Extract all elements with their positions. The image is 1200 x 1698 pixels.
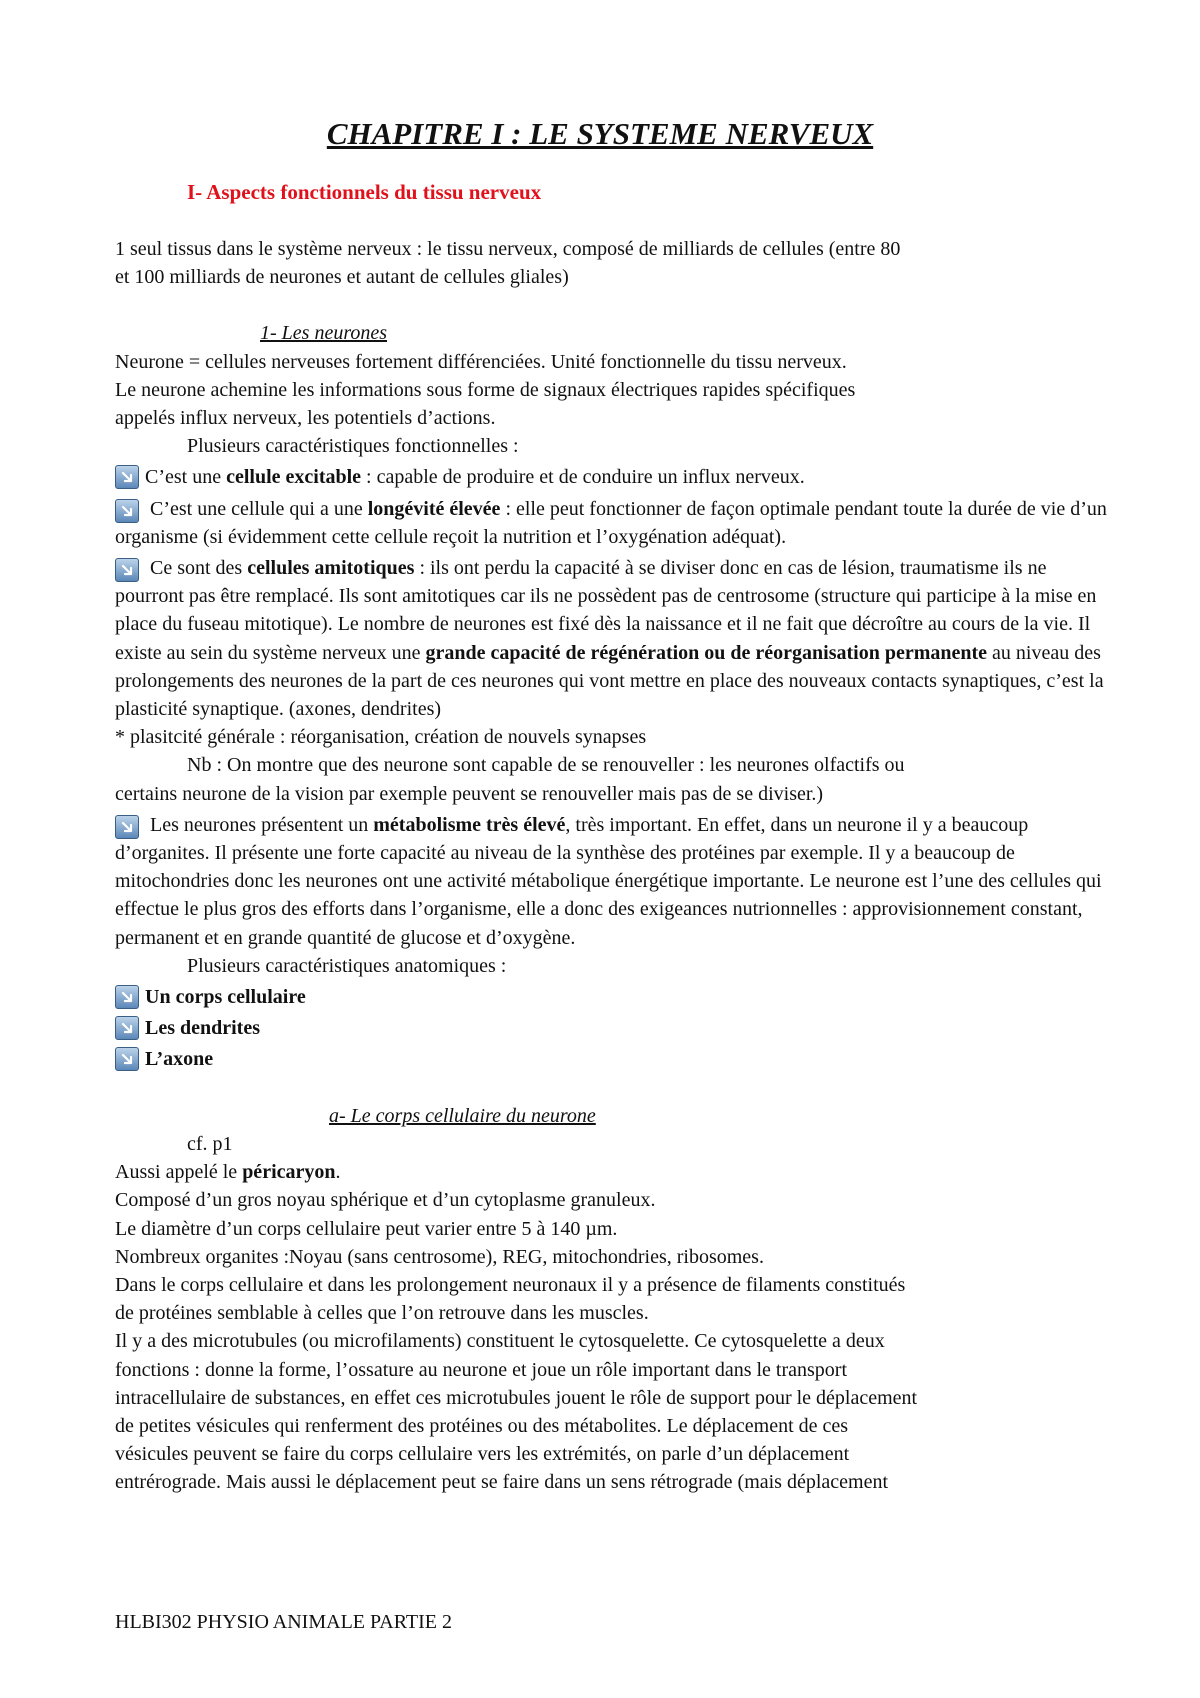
intro-line-1: 1 seul tissus dans le système nerveux : le tissu nerveux, composé de milliards de cellules (entre 80 xyxy=(115,238,901,260)
anatomy-item xyxy=(115,1014,1115,1042)
subsection-neurones xyxy=(115,319,1115,347)
bullet3-bold2: grande capacité de régénération ou de réorganisation permanente xyxy=(425,641,988,664)
pericaryon-bold: péricaryon xyxy=(242,1161,336,1184)
bullet-amitotiques-text xyxy=(115,557,1104,720)
page-footer: HLBI302 PHYSIO ANIMALE PARTIE 2 xyxy=(115,1611,452,1633)
bullet3-post: au niveau des prolongements des neurones de la part de ces neurones qui vont mettre en place des nouveaux contacts synaptiques, c’est la plasticité synaptique. (axones, dendrites) xyxy=(115,641,1104,721)
bullet1-pre: C’est une xyxy=(145,466,227,489)
arrow-down-right-icon xyxy=(115,558,139,582)
anatomy-item-dendrites: Les dendrites xyxy=(145,1017,260,1040)
neurone-def-line-1: Neurone = cellules nerveuses fortement différenciées. Unité fonctionnelle du tissu nerveux. xyxy=(115,350,847,373)
bullet-metabolisme xyxy=(115,811,1115,952)
bullet-excitable-text xyxy=(145,463,1115,491)
anatomy-item-axone: L’axone xyxy=(145,1048,214,1071)
nb-note-line-2: certains neurone de la vision par exemple peuvent se renouveller mais pas de se diviser.) xyxy=(115,782,824,805)
arrow-down-right-icon xyxy=(115,465,139,489)
subsection-corps-cellulaire-text: a- Le corps cellulaire du neurone xyxy=(329,1104,596,1127)
corps-line-2: Le diamètre d’un corps cellulaire peut varier entre 5 à 140 µm. xyxy=(115,1217,618,1240)
neurone-def-line-3: appelés influx nerveux, les potentiels d’actions. xyxy=(115,407,496,430)
chapter-title: CHAPITRE I : LE SYSTEME NERVEUX xyxy=(326,116,874,151)
pericaryon-line xyxy=(115,1158,1115,1186)
microtubules-line-6: entrérograde. Mais aussi le déplacement peut se faire dans un sens rétrograde (mais déplacement xyxy=(115,1471,889,1494)
arrow-down-right-icon xyxy=(115,985,139,1009)
bullet3-mid: : ils ont perdu la capacité à se diviser donc en cas de lésion, traumatisme ils ne pourront pas être remplacé. Ils sont amitotiques car ils ne possèdent pas de centrosome (structure qui participe à la mise en place du fuseau mitotique). Le nombre de neurones est fixé dès la naissance et il ne fait que décroître au cours de la vie. Il existe au sein du système nerveux une xyxy=(115,557,1097,664)
bullet1-post: : capable de produire et de conduire un influx nerveux. xyxy=(361,466,805,489)
microtubules-line-5: vésicules peuvent se faire du corps cellulaire vers les extrémités, on parle d’un déplacement xyxy=(115,1443,850,1466)
corps-line-1: Composé d’un gros noyau sphérique et d’un cytoplasme granuleux. xyxy=(115,1189,656,1212)
microtubules-line-4: de petites vésicules qui renferment des protéines ou des métabolites. Le déplacement de ces xyxy=(115,1414,849,1437)
bullet3-bold: cellules amitotiques xyxy=(247,557,415,580)
anatomy-item xyxy=(115,983,1115,1011)
bullet3-pre: Ce sont des xyxy=(150,557,248,580)
bullet-longevite xyxy=(115,495,1115,551)
subsection-neurones-text: 1- Les neurones xyxy=(260,322,388,345)
arrow-down-right-icon xyxy=(115,499,139,523)
bullet-longevite-text xyxy=(115,498,1107,548)
anatomiques-heading: Plusieurs caractéristiques anatomiques : xyxy=(187,954,507,977)
nb-note-line-1: Nb : On montre que des neurone sont capable de se renouveller : les neurones olfactifs ou xyxy=(187,754,905,777)
subsection-corps-cellulaire xyxy=(115,1102,1115,1130)
pericaryon-post: . xyxy=(335,1161,341,1184)
document-body xyxy=(115,235,1115,1497)
filaments-line-1: Dans le corps cellulaire et dans les prolongement neuronaux il y a présence de filaments constitués xyxy=(115,1273,906,1296)
bullet2-post: : elle peut fonctionner de façon optimale pendant toute la durée de vie d’un organisme (si évidemment cette cellule reçoit la nutrition et l’oxygénation adéquat). xyxy=(115,497,1107,548)
bullet-amitotiques xyxy=(115,554,1115,723)
bullet4-post: , très important. En effet, dans un neurone il y a beaucoup d’organites. Il présente une forte capacité au niveau de la synthèse des protéines par exemple. Il y a beaucoup de mitochondries donc les neurones ont une activité métabolique énergétique importante. Le neurone est l’une des cellules qui effectue le plus gros des efforts dans l’organisme, elle a donc des exigeances nutrionnelles : approvisionnement constant, permanent et en grande quantité de glucose et d’oxygène. xyxy=(115,813,1102,949)
cf-reference: cf. p1 xyxy=(187,1132,233,1155)
bullet2-pre: C’est une cellule qui a une xyxy=(150,497,368,520)
anatomy-item-corps: Un corps cellulaire xyxy=(145,986,306,1009)
intro-line-2: et 100 milliards de neurones et autant de cellules gliales) xyxy=(115,266,569,289)
bullet4-pre: Les neurones présentent un xyxy=(150,813,374,836)
microtubules-line-1: Il y a des microtubules (ou microfilaments) constituent le cytosquelette. Ce cytosquelette a deux xyxy=(115,1330,885,1353)
arrow-down-right-icon xyxy=(115,815,139,839)
anatomy-item xyxy=(115,1045,1115,1073)
plasticite-note: * plasitcité générale : réorganisation, création de nouvels synapses xyxy=(115,726,647,749)
microtubules-line-2: fonctions : donne la forme, l’ossature au neurone et joue un rôle important dans le transport xyxy=(115,1358,848,1381)
bullet2-bold: longévité élevée xyxy=(367,497,501,520)
bullet-excitable xyxy=(115,463,1115,491)
bullet-metabolisme-text xyxy=(115,814,1102,949)
section-heading: I- Aspects fonctionnels du tissu nerveux xyxy=(187,180,542,204)
neurone-def-line-2: Le neurone achemine les informations sous forme de signaux électriques rapides spécifiques xyxy=(115,378,856,401)
bullet4-bold: métabolisme très élevé xyxy=(373,813,566,836)
corps-line-3: Nombreux organites :Noyau (sans centrosome), REG, mitochondries, ribosomes. xyxy=(115,1245,764,1268)
pericaryon-pre: Aussi appelé le xyxy=(115,1161,243,1184)
microtubules-line-3: intracellulaire de substances, en effet ces microtubules jouent le rôle de support pour le déplacement xyxy=(115,1386,918,1409)
bullet1-bold: cellule excitable xyxy=(226,466,362,489)
arrow-down-right-icon xyxy=(115,1047,139,1071)
arrow-down-right-icon xyxy=(115,1016,139,1040)
filaments-line-2: de protéines semblable à celles que l’on retrouve dans les muscles. xyxy=(115,1302,649,1325)
fonctionnelles-heading: Plusieurs caractéristiques fonctionnelles : xyxy=(187,435,519,458)
